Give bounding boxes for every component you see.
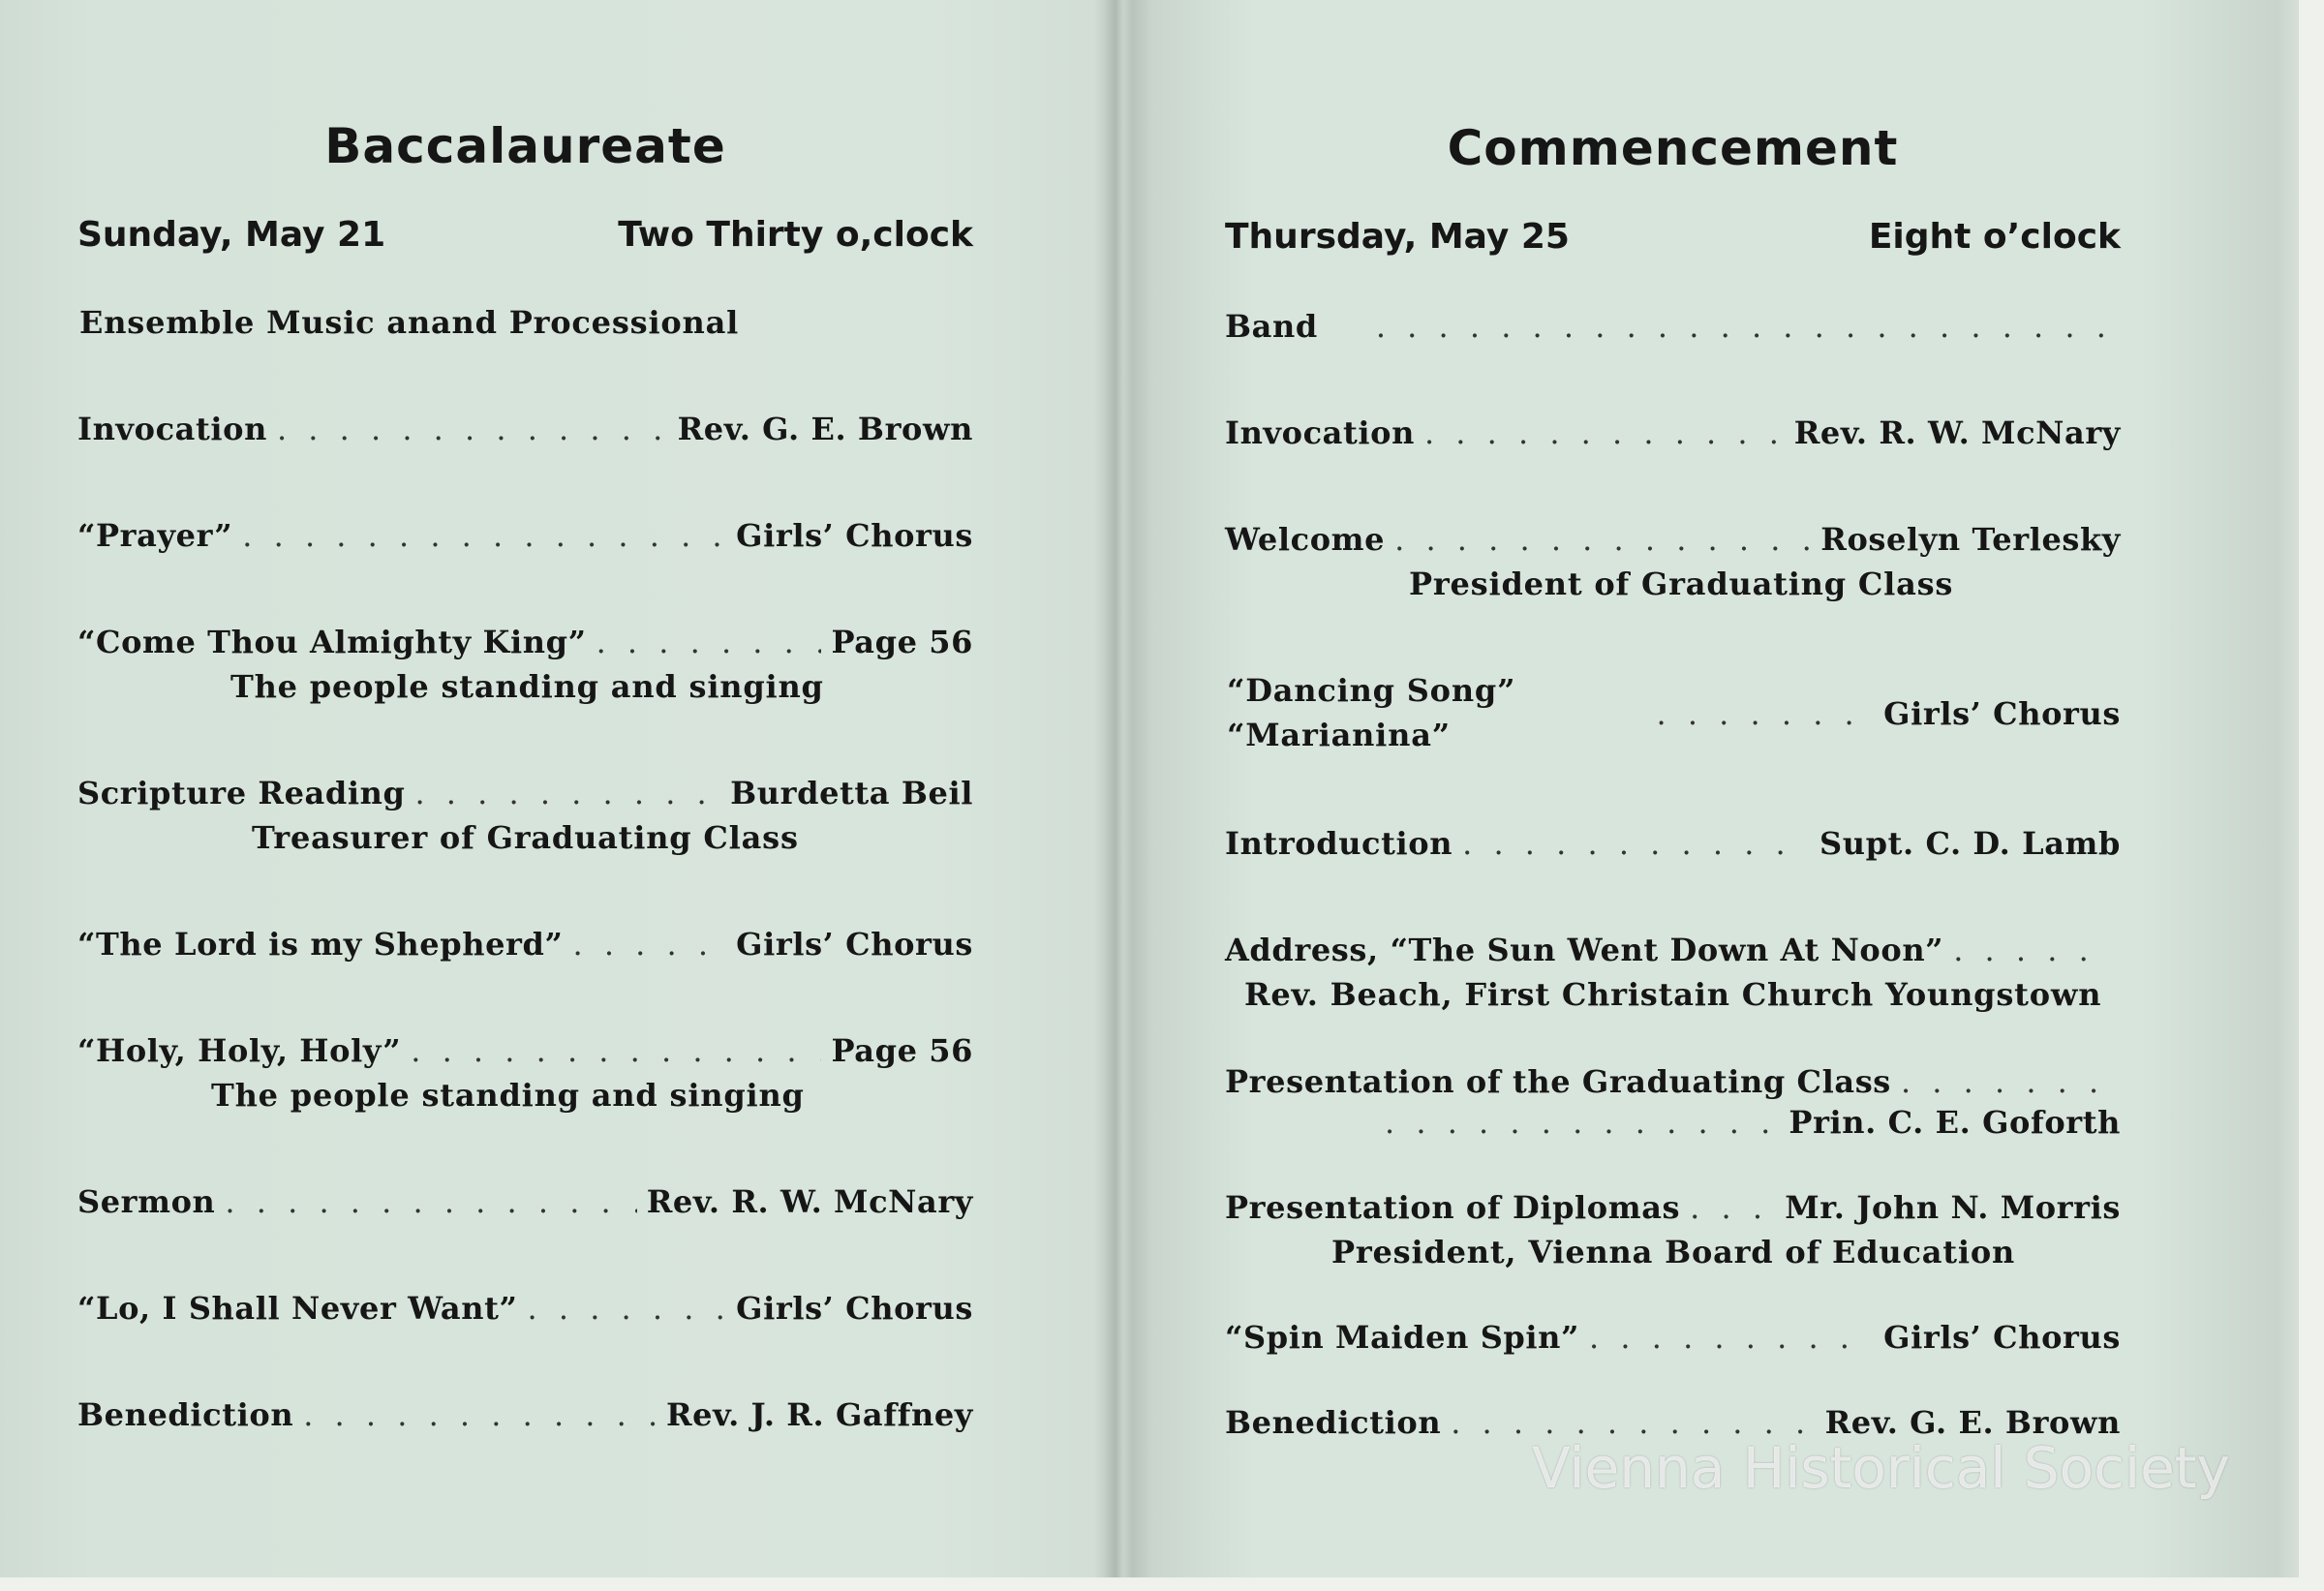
- program-item: [77, 411, 973, 455]
- item-value: Rev. J. R. Gaffney: [665, 1396, 973, 1433]
- item-value: Mr. John N. Morris: [1785, 1189, 2121, 1226]
- commencement-time: Eight o’clock: [1868, 217, 2121, 257]
- item-label-second: “Marianina”: [1227, 717, 1451, 753]
- item-label: Address, “The Sun Went Down At Noon”: [1225, 932, 1944, 968]
- item-label: Invocation: [77, 411, 267, 447]
- leader-dots: [1394, 521, 1811, 558]
- item-label: Invocation: [1225, 414, 1415, 451]
- leader-dots: [414, 775, 720, 811]
- leader-dots: [1424, 414, 1785, 451]
- item-value: Rev. R. W. McNary: [646, 1183, 973, 1220]
- leader-dots: [242, 517, 726, 554]
- leader-dots: [303, 1396, 657, 1433]
- program-item: [1225, 825, 2121, 870]
- item-label: Presentation of the Graduating Class: [1225, 1063, 1891, 1100]
- item-note: Rev. Beach, First Christain Church Youngstown: [1244, 976, 2102, 1013]
- program-item: [77, 926, 973, 970]
- item-label: “Come Thou Almighty King”: [77, 624, 587, 660]
- leader-dots: [1656, 695, 1874, 732]
- baccalaureate-dateline: [77, 215, 973, 263]
- item-label: “Spin Maiden Spin”: [1225, 1319, 1580, 1356]
- leader-dots: [1385, 1104, 1779, 1141]
- item-label: Band: [1225, 308, 1318, 345]
- program-item: [1225, 1063, 2121, 1108]
- leader-dots: [411, 1032, 821, 1069]
- center-fold: [1094, 0, 1133, 1591]
- program-item: [1225, 932, 2121, 976]
- leader-dots: [572, 926, 726, 963]
- item-label: Welcome: [1225, 521, 1386, 558]
- leader-dots: [225, 1183, 636, 1220]
- item-label: Benediction: [1225, 1404, 1442, 1441]
- commencement-dateline: [1225, 217, 2121, 265]
- item-note: President, Vienna Board of Education: [1331, 1234, 2016, 1270]
- program-item: [1225, 521, 2121, 566]
- program-item: [77, 517, 973, 562]
- paper-edge-right: [2299, 0, 2324, 1591]
- leader-dots: [1462, 825, 1810, 862]
- item-label: Presentation of Diplomas: [1225, 1189, 1681, 1226]
- leader-dots: [1690, 1189, 1775, 1226]
- item-label: “Holy, Holy, Holy”: [77, 1032, 402, 1069]
- item-note: The people standing and singing: [230, 668, 824, 705]
- program-item: [1225, 414, 2121, 459]
- program-item: [1225, 1189, 2121, 1234]
- commencement-date: Thursday, May 25: [1225, 217, 1570, 257]
- item-value: Girls’ Chorus: [1883, 695, 2121, 732]
- item-label: “Dancing Song”: [1227, 672, 1516, 709]
- item-label: “Lo, I Shall Never Want”: [77, 1290, 518, 1327]
- item-value: Rev. G. E. Brown: [1824, 1404, 2121, 1441]
- item-label: Introduction: [1225, 825, 1453, 862]
- leader-dots: [277, 411, 668, 447]
- item-value: Roselyn Terlesky: [1820, 521, 2121, 558]
- program-item: [77, 1032, 973, 1077]
- program-item: [77, 1183, 973, 1228]
- program-item: [77, 624, 973, 668]
- item-value: Rev. G. E. Brown: [677, 411, 973, 447]
- item-value: Girls’ Chorus: [736, 517, 973, 554]
- baccalaureate-date: Sunday, May 21: [77, 215, 386, 255]
- program-item: [77, 1396, 973, 1441]
- item-label: Scripture Reading: [77, 775, 406, 811]
- leader-dots: [1376, 308, 2111, 345]
- program-item: [1225, 308, 2121, 352]
- item-note: President of Graduating Class: [1409, 566, 1954, 602]
- item-value: Girls’ Chorus: [736, 926, 973, 963]
- baccalaureate-title: Baccalaureate: [324, 118, 726, 174]
- item-label: Sermon: [77, 1183, 216, 1220]
- item-note: Treasurer of Graduating Class: [252, 819, 799, 856]
- program-item: [77, 775, 973, 819]
- item-value: Supt. C. D. Lamb: [1819, 825, 2121, 862]
- item-note: The people standing and singing: [211, 1077, 805, 1114]
- leader-dots: [1953, 932, 2111, 968]
- item-value: Burdetta Beil: [730, 775, 973, 811]
- leader-dots: [596, 624, 822, 660]
- commencement-panel: [1225, 0, 2121, 1591]
- program-item: [1225, 1319, 2121, 1363]
- leader-dots: [1901, 1063, 2111, 1100]
- baccalaureate-panel: [77, 0, 973, 1591]
- program-item-continued: [1225, 1104, 2121, 1148]
- commencement-title: Commencement: [1447, 120, 1899, 176]
- item-label: Benediction: [77, 1396, 294, 1433]
- item-value: Rev. R. W. McNary: [1793, 414, 2121, 451]
- item-value: Page 56: [831, 1032, 973, 1069]
- item-value: Page 56: [831, 624, 973, 660]
- opening-line: Ensemble Music anand Processional: [79, 304, 740, 341]
- leader-dots: [1589, 1319, 1874, 1356]
- item-value: Girls’ Chorus: [1883, 1319, 2121, 1356]
- item-value: Girls’ Chorus: [736, 1290, 973, 1327]
- watermark: Vienna Historical Society: [1532, 1435, 2230, 1501]
- item-label: “The Lord is my Shepherd”: [77, 926, 564, 963]
- leader-dots: [528, 1290, 727, 1327]
- item-label: “Prayer”: [77, 517, 233, 554]
- item-value: Prin. C. E. Goforth: [1789, 1104, 2121, 1141]
- program-item: [77, 1290, 973, 1334]
- baccalaureate-time: Two Thirty o,clock: [618, 215, 973, 255]
